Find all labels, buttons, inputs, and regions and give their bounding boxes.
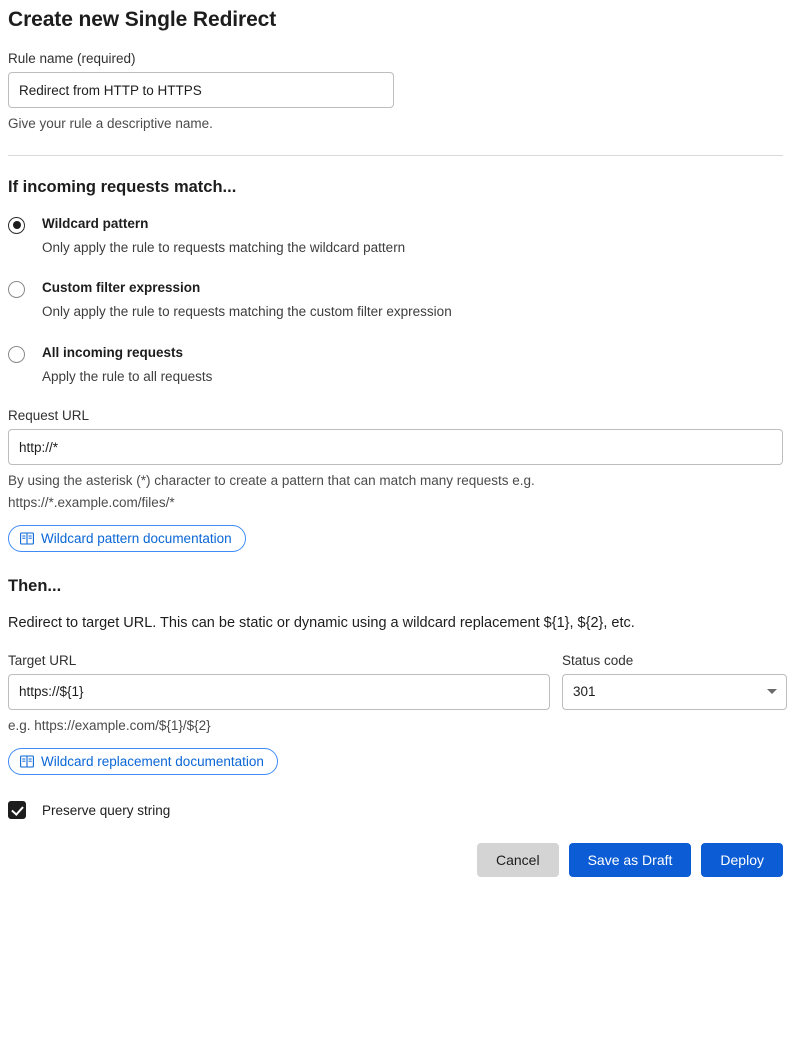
target-url-helper: e.g. https://example.com/${1}/${2} [8,717,211,733]
wildcard-pattern-documentation-label: Wildcard pattern documentation [41,531,232,547]
section-divider [8,155,783,156]
request-url-helper-line2: https://*.example.com/files/* [8,494,175,510]
radio-option-custom-filter-expression[interactable] [8,279,783,321]
radio-title-wildcard-pattern: Wildcard pattern [42,215,149,231]
wildcard-replacement-documentation-label: Wildcard replacement documentation [41,754,264,770]
status-code-label: Status code [562,652,634,668]
then-section-description: Redirect to target URL. This can be static or dynamic using a wildcard replacement ${1}, ${2}, etc. [8,615,635,632]
status-code-group [562,634,787,710]
radio-title-custom-filter-expression: Custom filter expression [42,280,201,296]
radio-indicator-custom-filter-expression[interactable] [8,281,25,298]
cancel-button[interactable]: Cancel [477,843,559,877]
preserve-query-string-checkbox[interactable] [8,801,783,819]
target-and-status-row [8,634,783,710]
radio-title-all-incoming-requests: All incoming requests [42,344,184,360]
radio-option-wildcard-pattern[interactable] [8,215,783,257]
form-actions [8,843,783,891]
request-url-label: Request URL [8,408,90,424]
then-section-title: Then... [8,577,62,596]
wildcard-pattern-documentation-link[interactable] [8,525,246,552]
target-url-label: Target URL [8,652,77,668]
radio-indicator-wildcard-pattern[interactable] [8,217,25,234]
rule-name-input[interactable] [8,72,394,108]
save-as-draft-button[interactable]: Save as Draft [569,843,692,877]
status-code-select[interactable] [562,674,787,710]
single-redirect-form [0,8,791,1040]
radio-desc-all-incoming-requests: Apply the rule to all requests [42,368,213,384]
target-url-input[interactable] [8,674,550,710]
radio-desc-custom-filter-expression: Only apply the rule to requests matching the custom filter expression [42,304,452,320]
request-url-input[interactable] [8,429,783,465]
deploy-button[interactable]: Deploy [701,843,783,877]
request-url-helper-line1: By using the asterisk (*) character to create a pattern that can match many requests e.g. [8,473,535,489]
checkmark-icon[interactable] [8,801,26,819]
radio-desc-wildcard-pattern: Only apply the rule to requests matching the wildcard pattern [42,239,406,255]
match-section-title: If incoming requests match... [8,177,237,196]
target-url-group [8,634,550,710]
page-title: Create new Single Redirect [8,8,277,31]
book-icon [20,532,34,545]
match-options-group [8,215,783,386]
rule-name-label: Rule name (required) [8,51,136,66]
radio-indicator-all-incoming-requests[interactable] [8,346,25,363]
rule-name-helper: Give your rule a descriptive name. [8,116,213,131]
radio-option-all-incoming-requests[interactable] [8,344,783,386]
book-icon [20,755,34,768]
wildcard-replacement-documentation-link[interactable] [8,748,278,775]
preserve-query-string-label: Preserve query string [42,802,171,818]
